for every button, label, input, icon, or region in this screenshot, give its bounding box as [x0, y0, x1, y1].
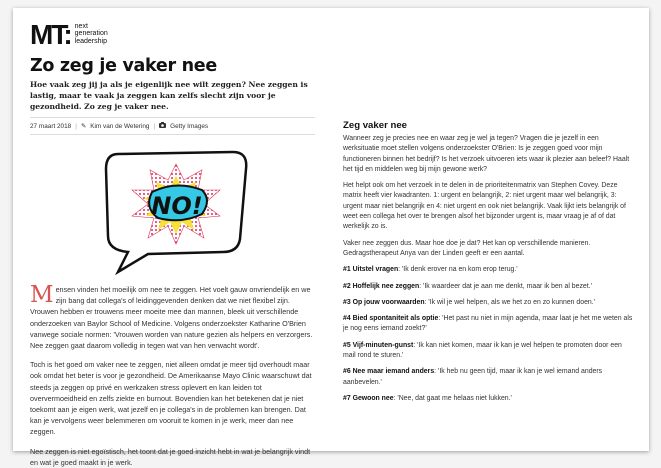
right-column	[343, 120, 633, 410]
tip-text: : 'Nee, dat gaat me helaas niet lukken.'	[393, 394, 512, 402]
tip-label: #7 Gewoon nee	[343, 394, 394, 402]
logo-mark: MT:	[30, 19, 71, 50]
image-credit: Getty Images	[170, 122, 209, 130]
tip-text: : 'Ik denk erover na en kom erop terug.'	[398, 266, 518, 274]
body-paragraph-3: Nee zeggen is niet egoïstisch, het toont dat je goed inzicht hebt in wat je belangrijk vindt en wat je goed maakt in je werk.	[30, 446, 311, 467]
tip-text: : 'Ik heb nu geen tijd, maar ik kan je wel iemand anders aanbevelen.'	[343, 368, 603, 386]
tip-text: : 'Ik kan niet komen, maar ik kan je wel helpen te promoten door een mail rond te sturen.'	[343, 341, 622, 360]
logo-tagline	[75, 23, 108, 45]
tip-label: #5 Vijf-minuten-gunst	[343, 341, 414, 349]
logo-line-3: leadership	[74, 37, 107, 45]
tip-label: #4 Bied spontaniteit als optie	[343, 315, 439, 323]
tip-label: #1 Uitstel vragen	[343, 266, 399, 274]
tip-label: #2 Hoffelijk nee zeggen	[343, 282, 420, 290]
no-exclamation: NO!	[150, 192, 203, 220]
camera-icon	[159, 122, 166, 130]
sidebar-heading: Zeg vaker nee	[343, 120, 407, 131]
tip-item	[343, 298, 633, 308]
intro-paragraph	[30, 284, 315, 351]
article-date: 27 maart 2018	[30, 122, 72, 130]
tip-item	[343, 282, 633, 292]
drop-cap: M	[30, 282, 54, 308]
article-author[interactable]: Kim van de Wetering	[90, 122, 150, 130]
no-comic-illustration	[78, 144, 268, 276]
tips-list	[343, 265, 633, 404]
logo-line-2: generation	[74, 30, 108, 38]
article-image	[30, 144, 315, 276]
article-meta	[30, 117, 315, 135]
tip-label: #3 Op jouw voorwaarden	[343, 298, 425, 306]
logo	[30, 19, 315, 52]
sidebar-paragraph-3: Vaker nee zeggen dus. Maar hoe doe je dat? Het kan op verschillende manieren. Gedragstherapeut Anya van der Linden geeft er een aantal.	[343, 239, 591, 257]
tip-item	[343, 394, 633, 404]
meta-separator: |	[75, 122, 77, 130]
logo-line-1: next	[74, 23, 88, 30]
body-paragraph-2: Toch is het goed om vaker nee te zeggen, niet alleen omdat je meer tijd overhoudt maar ook omdat het beter is voor je gezondheid. De Amerikaanse Mayo Clinic waarschuwt dat steeds ja zeggen op privé en werkzaken stress oplevert en kan leiden tot oververmoeidheid en zelfs ziekte en burnout. Bovendien kan het betekenen dat je niet toekomt aan je eigen werk, wat jezelf en je collega's in de problemen kan brengen. Dat kan je vervolgens weer belemmeren om vooruit te komen in je werk, meer dan nee zeggen.	[30, 360, 312, 437]
left-column	[30, 19, 315, 468]
tip-item	[343, 314, 633, 335]
sidebar-paragraph-2: Het helpt ook om het verzoek in te delen in de prioriteitenmatrix van Stephen Covey. Deze matrix heeft vier kwadranten. 1: urgent en belangrijk, 2: niet urgent maar wel belangrijk, 3: urgent maar niet belangrijk en 4: niet urgent en ook niet belangrijk. Vaak lijkt iets belangrijk of weet een collega het over te brengen alsof het bijzonder urgent is, maar vraag je af of dat werkelijk zo is.	[343, 182, 626, 231]
tip-text: : 'Ik waardeer dat je aan me denkt, maar ik ben al bezet.'	[419, 282, 592, 290]
tip-label: #6 Nee maar iemand anders	[343, 368, 435, 376]
article-lead: Hoe vaak zeg jij ja als je eigenlijk nee wilt zeggen? Nee zeggen is lastig, maar te vaak ja zeggen kan zelfs slecht zijn voor je gezondheid. Zo zeg je vaker nee.	[30, 80, 308, 111]
tip-text: : 'Ik wil je wel helpen, als we het zo en zo kunnen doen.'	[424, 298, 595, 306]
intro-text: ensen vinden het moeilijk om nee te zeggen. Het voelt gauw onvriendelijk en we zijn bang dat collega's of leidinggevenden denken dat we niet flexibel zijn. Vrouwen hebben er trouwens meer moeite mee dan mannen, bleek uit verschillende onderzoeken van Baylor School of Medicine. Volgens onderzoekster Katharine O'Brien vanwege sociale normen: 'Vrouwen worden van nature gezien als helpers en verzorgers. Nee zeggen gaat daarom volledig in tegen wat van hen verwacht wordt'.	[30, 285, 313, 351]
sidebar-paragraph-1: Wanneer zeg je precies nee en waar zeg je wel ja tegen? Vragen die je jezelf in een werksituatie moet stellen volgens onderzoekster O'Brien: Is je zeggen goed voor mijn functioneren binnen het bedrijf? Is het verzoek uitvoeren iets waar ik plezier aan beleef? Haalt het tijd en middelen weg bij mijn gewone werk?	[343, 135, 630, 173]
tip-text: : 'Het past nu niet in mijn agenda, maar laat je het me weten als je nog eens iemand zoekt?'	[343, 315, 633, 333]
tip-item	[343, 341, 633, 362]
magazine-page	[13, 8, 649, 467]
pencil-icon: ✎	[80, 123, 87, 130]
meta-separator: |	[153, 122, 156, 130]
tip-item	[343, 367, 633, 388]
article-title: Zo zeg je vaker nee	[30, 56, 217, 76]
tip-item	[343, 265, 633, 275]
